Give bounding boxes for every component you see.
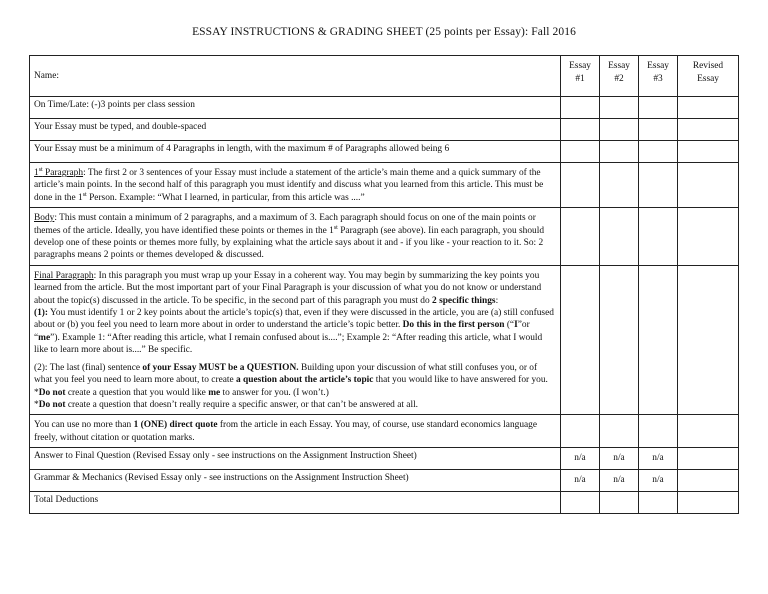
page-title: ESSAY INSTRUCTIONS & GRADING SHEET (25 points per Essay): Fall 2016 — [192, 26, 576, 38]
grade-cell[interactable] — [561, 119, 600, 141]
row-label: Total Deductions — [30, 492, 561, 514]
na-cell: n/a — [600, 470, 639, 492]
first-paragraph-instructions: 1st Paragraph: The first 2 or 3 sentences of your Essay must include a statement of the article’s main theme and a quick summary of the article’s main points. In the second half of this paragraph you must identify and discuss what you learned from this article. This must be done in the 1st Person. Example: “What I learned, in particular, from this article was ....” — [30, 163, 561, 208]
row-label: Grammar & Mechanics (Revised Essay only - see instructions on the Assignment Instruction Sheet) — [30, 470, 561, 492]
grade-cell[interactable] — [639, 265, 678, 414]
essay2-header: Essay #2 — [600, 56, 639, 97]
grade-cell[interactable] — [678, 265, 739, 414]
body-instructions: Body: This must contain a minimum of 2 paragraphs, and a maximum of 3. Each paragraph should focus on one of the main points or themes of the article. Ideally, you have identified these points or themes in the 1st Paragraph (see above). Iin each paragraph, you should develop one of these points or themes more fully, by explaining what the article says about it and - if you like - your reaction to it. So: 2 paragraphs means 2 points or themes developed & discussed. — [30, 208, 561, 266]
table-row-answer-final — [30, 448, 739, 470]
quote-instructions: You can use no more than 1 (ONE) direct quote from the article in each Essay. You may, of course, use standard economics language freely, without citation or quotation marks. — [30, 415, 561, 448]
grade-cell[interactable] — [639, 163, 678, 208]
grade-cell[interactable] — [639, 97, 678, 119]
grade-cell[interactable] — [561, 492, 600, 514]
body-heading: Body — [34, 213, 55, 224]
grade-cell[interactable] — [678, 97, 739, 119]
table-row-first-paragraph — [30, 163, 739, 208]
grade-cell[interactable] — [561, 141, 600, 163]
essay3-header: Essay #3 — [639, 56, 678, 97]
grading-table — [29, 55, 739, 514]
row-label: Your Essay must be typed, and double-spaced — [30, 119, 561, 141]
grade-cell[interactable] — [600, 97, 639, 119]
grade-cell[interactable] — [600, 208, 639, 266]
grade-cell[interactable] — [678, 163, 739, 208]
table-row-final-paragraph — [30, 265, 739, 414]
name-label: Name: — [30, 56, 561, 97]
grade-cell[interactable] — [561, 208, 600, 266]
grade-cell[interactable] — [678, 415, 739, 448]
grade-cell[interactable] — [678, 448, 739, 470]
grade-cell[interactable] — [600, 163, 639, 208]
final-paragraph-question: (2): The last (final) sentence of your Essay MUST be a QUESTION. Building upon your discussion of what still confuses you, or of what you feel you need to learn more about, to create a question about the article’s topic that you would like to have answered for you. *Do not create a question that you would like me to answer for you. (I won’t.) *Do not create a question that doesn’t really require a specific answer, or that can’t be answered at all. — [34, 362, 548, 410]
grade-cell[interactable] — [561, 415, 600, 448]
row-label: Answer to Final Question (Revised Essay only - see instructions on the Assignment Instruction Sheet) — [30, 448, 561, 470]
na-cell: n/a — [561, 448, 600, 470]
final-paragraph-instructions — [30, 265, 561, 414]
grade-cell[interactable] — [600, 265, 639, 414]
grade-cell[interactable] — [600, 119, 639, 141]
grade-cell[interactable] — [678, 119, 739, 141]
essay1-header: Essay #1 — [561, 56, 600, 97]
grade-cell[interactable] — [600, 141, 639, 163]
grade-cell[interactable] — [678, 208, 739, 266]
grade-cell[interactable] — [600, 492, 639, 514]
grade-cell[interactable] — [639, 415, 678, 448]
table-row-paragraphs — [30, 141, 739, 163]
grade-cell[interactable] — [678, 492, 739, 514]
grade-cell[interactable] — [561, 97, 600, 119]
row-label: Your Essay must be a minimum of 4 Paragraphs in length, with the maximum # of Paragraphs allowed being 6 — [30, 141, 561, 163]
grade-cell[interactable] — [639, 492, 678, 514]
table-row-typed — [30, 119, 739, 141]
table-row-quote — [30, 415, 739, 448]
grade-cell[interactable] — [639, 208, 678, 266]
revised-essay-header: Revised Essay — [678, 56, 739, 97]
final-paragraph-intro: Final Paragraph: In this paragraph you must wrap up your Essay in a coherent way. You may begin by summarizing the key points you learned from the article. But the most important part of your Final Paragraph is your discussion of what you do not know or understand about the topic(s) discussed in the article. To be specific, in the second part of this paragraph you must do 2 specific things: (1): You must identify 1 or 2 key points about the article’s topic(s) that, even if they were discussed in the article, you are (a) still confused about or (b) you feel you need to learn more about in order to understand the article’s topic better. Do this in the first person (“I”or “me”). Example 1: “After reading this article, what I remain confused about is....”; Example 2: “After reading this article, what I would like to learn more about is....” Be specific. — [34, 270, 554, 356]
na-cell: n/a — [639, 470, 678, 492]
final-paragraph-heading: Final Paragraph — [34, 270, 94, 281]
grade-cell[interactable] — [561, 265, 600, 414]
table-row-grammar — [30, 470, 739, 492]
table-row-total — [30, 492, 739, 514]
na-cell: n/a — [561, 470, 600, 492]
grade-cell[interactable] — [639, 141, 678, 163]
row-label: On Time/Late: (-)3 points per class session — [30, 97, 561, 119]
grade-cell[interactable] — [678, 470, 739, 492]
grade-cell[interactable] — [639, 119, 678, 141]
first-paragraph-heading: 1st Paragraph — [34, 166, 84, 178]
table-row-body — [30, 208, 739, 266]
na-cell: n/a — [639, 448, 678, 470]
na-cell: n/a — [600, 448, 639, 470]
table-row-on-time — [30, 97, 739, 119]
grade-cell[interactable] — [678, 141, 739, 163]
grade-cell[interactable] — [600, 415, 639, 448]
header-row — [30, 56, 739, 97]
grade-cell[interactable] — [561, 163, 600, 208]
